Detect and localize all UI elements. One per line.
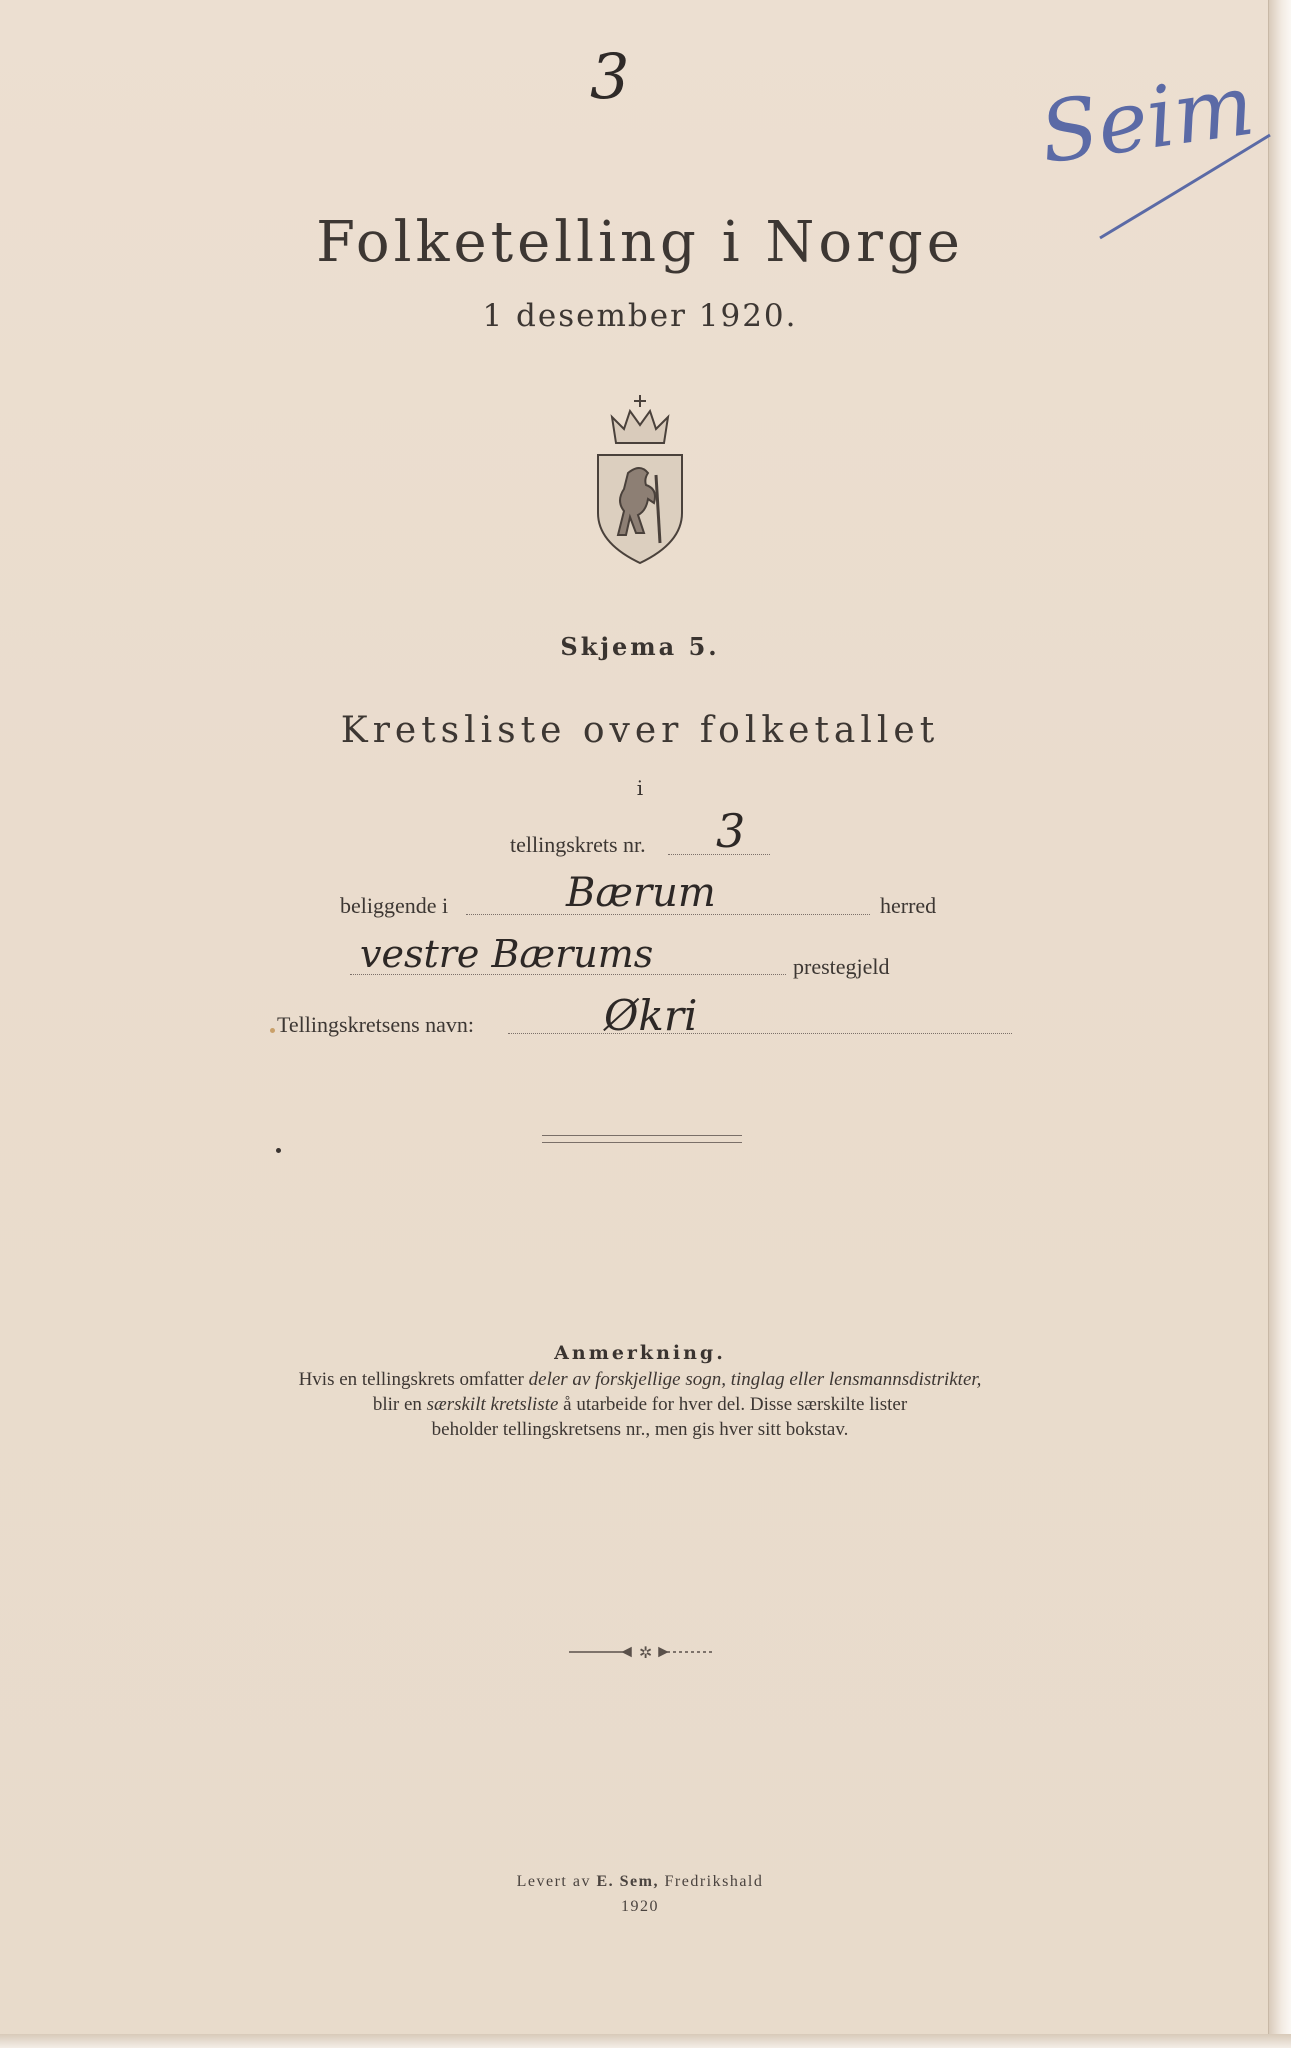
located-in-field[interactable] <box>466 870 870 916</box>
note-line-3: beholder tellingskretsens nr., men gis hver sitt bokstav. <box>431 1419 849 1440</box>
district-name-label: Tellingskretsens navn: <box>277 1012 475 1037</box>
conjunction-text: i <box>636 776 644 800</box>
page-number: 3 <box>590 40 630 113</box>
printer-name: E. Sem, <box>596 1873 659 1890</box>
printer-year: 1920 <box>621 1898 659 1915</box>
norwegian-lion-coat-of-arms-icon <box>590 393 690 568</box>
printer-prefix: Levert av <box>516 1873 597 1890</box>
located-in-label: beliggende i <box>340 893 449 918</box>
signature-text: Seim <box>1034 55 1260 183</box>
note-line-2-text-b: å utarbeide for hver del. Disse særskilte lister <box>558 1394 908 1415</box>
located-in-value: Bærum <box>566 870 716 916</box>
ink-speck <box>270 1028 275 1033</box>
note-line-2-text-a: blir en <box>372 1394 427 1415</box>
note-line-1 <box>0 1369 1280 1391</box>
note-line-1-text: Hvis en tellingskrets omfatter <box>298 1369 529 1390</box>
note-heading: Anmerkning. <box>554 1342 726 1364</box>
ornament-divider-icon <box>565 1640 725 1664</box>
note-line-1-emphasis: deler av forskjellige sogn, tinglag eller lensmannsdistrikter, <box>528 1369 982 1390</box>
district-number-label: tellingskrets nr. <box>510 832 646 857</box>
svg-text:✲: ✲ <box>639 1643 653 1662</box>
parish-value: vestre Bærums <box>360 932 654 976</box>
district-number-value: 3 <box>716 804 746 858</box>
district-name-field[interactable] <box>508 991 1012 1040</box>
form-heading: Kretsliste over folketallet <box>340 710 940 751</box>
note-line-2 <box>0 1394 1280 1416</box>
herred-label: herred <box>880 893 937 918</box>
paper-edge-bottom <box>0 2034 1291 2048</box>
schema-label: Skjema 5. <box>560 632 720 661</box>
parish-field[interactable] <box>350 932 786 976</box>
page-title: Folketelling i Norge <box>316 210 964 275</box>
printer-place: Fredrikshald <box>658 1873 764 1890</box>
district-number-field[interactable] <box>668 804 770 858</box>
double-rule-divider <box>542 1135 742 1143</box>
census-date: 1 desember 1920. <box>482 298 798 334</box>
ink-speck <box>276 1148 281 1153</box>
parish-label: prestegjeld <box>793 954 890 979</box>
district-name-value: Økri <box>604 991 698 1040</box>
printer-credit <box>0 1873 1280 1891</box>
note-line-2-emphasis: særskilt kretsliste <box>426 1394 559 1415</box>
